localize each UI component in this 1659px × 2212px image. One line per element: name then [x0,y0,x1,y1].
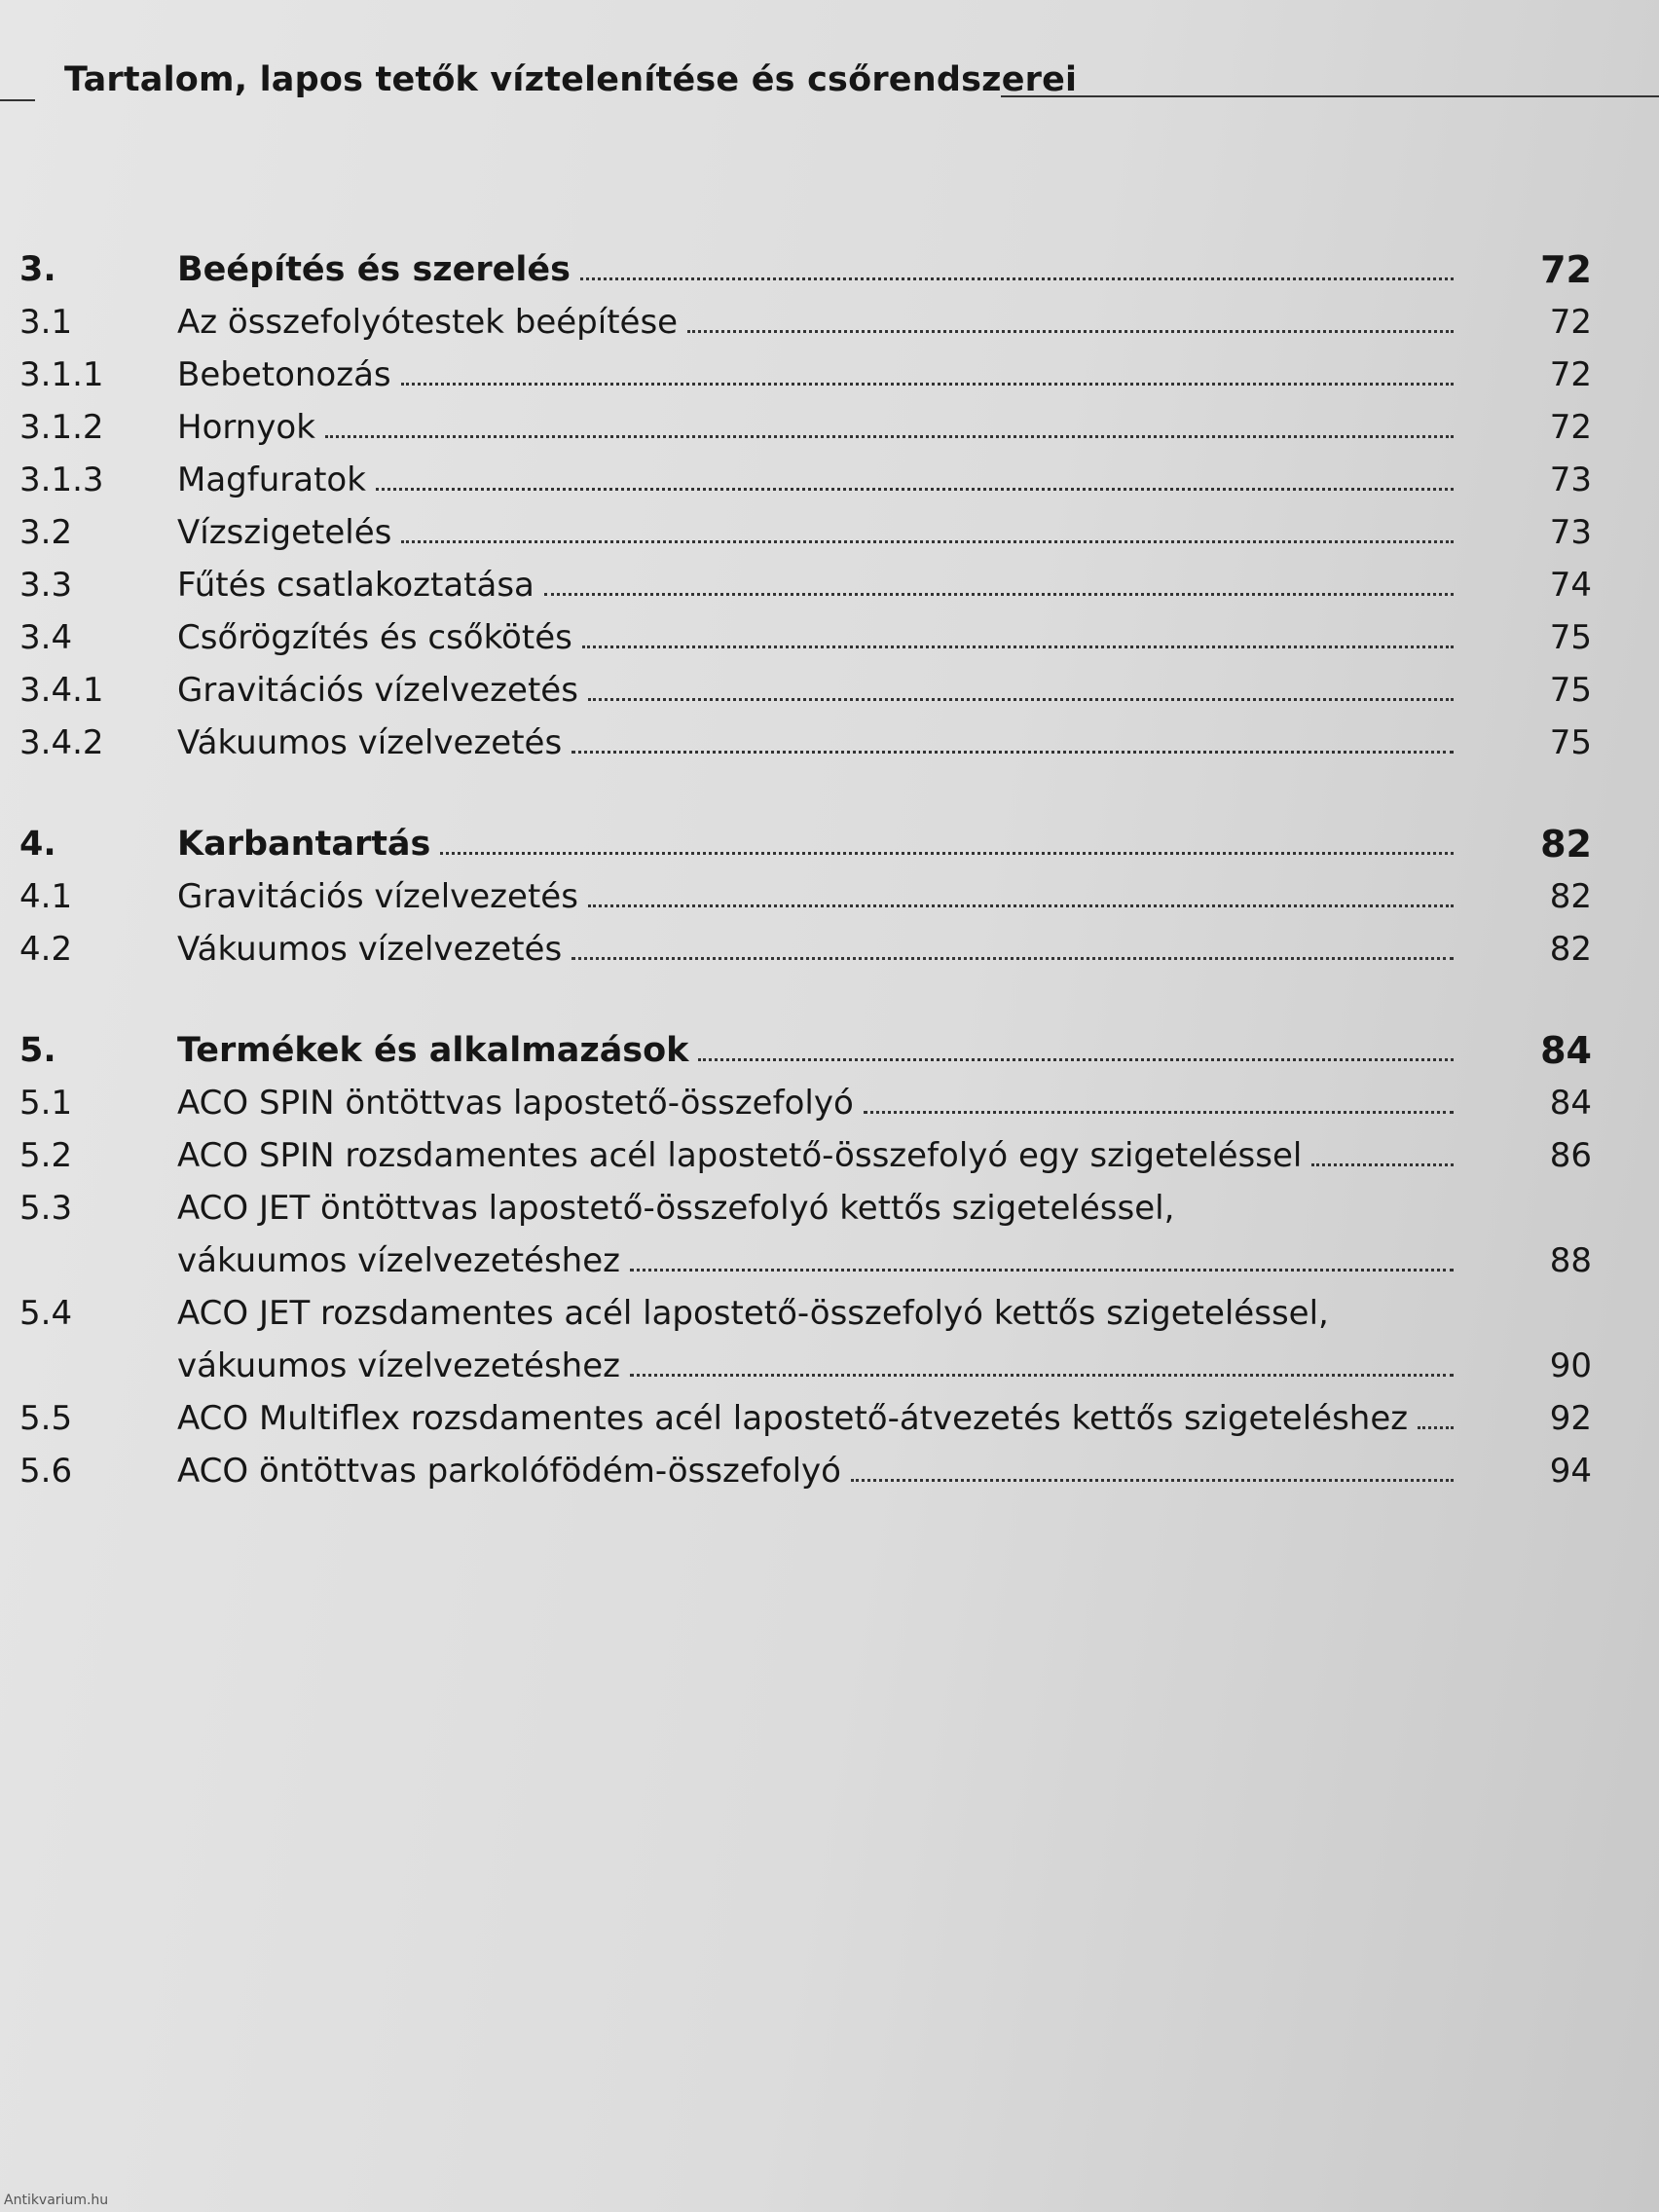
toc-page-number: 82 [1549,930,1592,969]
toc-title-line [177,1445,1457,1497]
toc-entry [177,559,1457,611]
toc-title: ACO JET öntöttvas lapostető-összefolyó kettős szigeteléssel, [177,1189,1175,1228]
toc-title-line [177,1392,1457,1445]
toc-section [19,1024,1597,1497]
toc-title-line [177,296,1457,349]
toc-entry-row [19,454,1597,506]
toc-title: ACO öntöttvas parkolófödém-összefolyó [177,1452,841,1491]
toc-title-line [177,611,1457,664]
toc-title-line2: vákuumos vízelvezetéshez [177,1346,620,1385]
dot-leader [401,383,1454,386]
toc-title: Bebetonozás [177,355,391,394]
toc-number: 5.6 [19,1452,73,1491]
toc-entry-row [19,506,1597,559]
toc-page-number: 75 [1549,618,1592,657]
toc-entry-row [19,870,1597,923]
toc-entry [177,401,1457,454]
header-lead-rule [0,99,35,101]
toc-section-row [19,818,1597,870]
toc-entry [177,243,1457,296]
dot-leader [440,852,1454,855]
toc-page-number: 72 [1549,355,1592,394]
toc-number: 3.1.1 [19,355,104,394]
toc-title: Az összefolyótestek beépítése [177,303,679,342]
toc-entry [177,1024,1457,1077]
toc-number: 3.4.1 [19,671,104,710]
toc-title: Beépítés és szerelés [177,250,571,289]
toc-title-line [177,1024,1457,1077]
dot-leader [851,1479,1454,1482]
toc-section [19,243,1597,769]
toc-page-number: 72 [1540,248,1592,291]
toc-entry [177,1287,1457,1392]
toc-page-number: 75 [1549,723,1592,762]
toc-number: 3.1 [19,303,73,342]
toc-page-number: 72 [1549,303,1592,342]
toc-entry [177,1129,1457,1182]
toc-title: Vákuumos vízelvezetés [177,723,563,762]
toc-entry [177,296,1457,349]
toc-number: 5.4 [19,1294,73,1333]
toc-number: 5. [19,1031,56,1070]
toc-number: 5.3 [19,1189,73,1228]
toc-entry-row [19,611,1597,664]
toc-title: ACO Multiflex rozsdamentes acél lapostető-átvezetés kettős szigeteléshez [177,1399,1409,1438]
toc-section-row [19,243,1597,296]
toc-page-number: 74 [1549,566,1592,605]
toc-number: 5.2 [19,1136,73,1175]
dot-leader [630,1374,1454,1377]
toc-title-line [177,559,1457,611]
toc-title-line [177,506,1457,559]
toc-title: Termékek és alkalmazások [177,1031,689,1070]
toc-entry-row [19,1129,1597,1182]
toc-number: 3.1.3 [19,461,104,499]
dot-leader [580,277,1454,280]
dot-leader [325,435,1454,438]
toc-title: Hornyok [177,408,315,447]
toc-number: 3.3 [19,566,73,605]
toc-page-number: 82 [1549,877,1592,916]
toc-entry [177,717,1457,769]
dot-leader [544,593,1454,596]
toc-page-number: 90 [1549,1346,1592,1385]
toc-page-number: 92 [1549,1399,1592,1438]
toc-page-number: 82 [1540,823,1592,866]
toc-number: 3. [19,250,56,289]
dot-leader [571,751,1454,754]
toc-page-number: 75 [1549,671,1592,710]
toc-title: Vákuumos vízelvezetés [177,930,563,969]
toc-title-line [177,401,1457,454]
toc-number: 3.4 [19,618,73,657]
toc-number: 4.1 [19,877,73,916]
toc-page-number: 84 [1549,1084,1592,1123]
page-title: Tartalom, lapos tetők víztelenítése és csőrendszerei [64,60,1078,99]
toc-number: 3.2 [19,513,73,552]
dot-leader [1418,1426,1454,1429]
toc-title-line [177,923,1457,976]
toc-page-number: 84 [1540,1029,1592,1072]
toc-number: 5.5 [19,1399,73,1438]
toc-title-line [177,664,1457,717]
dot-leader [571,957,1454,960]
toc-entry [177,1392,1457,1445]
toc-number: 5.1 [19,1084,73,1123]
toc-entry-row [19,1445,1597,1497]
toc-entry-row [19,1287,1597,1392]
watermark-label: Antikvarium.hu [4,2193,109,2208]
toc-title-line [177,349,1457,401]
toc-entry [177,349,1457,401]
dot-leader [1311,1163,1454,1166]
toc-page-number: 86 [1549,1136,1592,1175]
toc-entry [177,1445,1457,1497]
toc-title: ACO JET rozsdamentes acél lapostető-összefolyó kettős szigeteléssel, [177,1294,1329,1333]
toc-title-continued [177,1340,1457,1392]
toc-title: Vízszigetelés [177,513,392,552]
toc-title-line [177,454,1457,506]
toc-section [19,818,1597,976]
toc-entry-row [19,923,1597,976]
toc-page-number: 73 [1549,513,1592,552]
dot-leader [630,1269,1454,1272]
toc-entry-row [19,1182,1597,1287]
toc-entry [177,870,1457,923]
dot-leader [376,488,1454,491]
toc-title-line [177,1077,1457,1129]
toc-entry-row [19,1077,1597,1129]
dot-leader [698,1058,1454,1061]
toc-entry [177,818,1457,870]
dot-leader [401,540,1454,543]
toc-title: Gravitációs vízelvezetés [177,877,578,916]
toc-page-number: 88 [1549,1241,1592,1280]
toc-number: 3.1.2 [19,408,104,447]
toc-entry [177,506,1457,559]
toc-number: 3.4.2 [19,723,104,762]
toc-entry [177,454,1457,506]
toc-entry-row [19,717,1597,769]
toc-entry-row [19,664,1597,717]
toc-title: Karbantartás [177,825,431,864]
dot-leader [582,645,1454,648]
toc-title-continued [177,1235,1457,1287]
toc-title-line [177,870,1457,923]
toc-page-number: 72 [1549,408,1592,447]
toc-number: 4. [19,825,56,864]
dot-leader [687,330,1454,333]
toc-number: 4.2 [19,930,73,969]
toc-title: ACO SPIN öntöttvas lapostető-összefolyó [177,1084,854,1123]
toc-title-line [177,1129,1457,1182]
toc-entry-row [19,349,1597,401]
toc-title-line [177,243,1457,296]
toc-title: Magfuratok [177,461,366,499]
toc-title: ACO SPIN rozsdamentes acél lapostető-összefolyó egy szigeteléssel [177,1136,1303,1175]
toc-entry-row [19,401,1597,454]
toc-title-line2: vákuumos vízelvezetéshez [177,1241,620,1280]
toc-title-line [177,717,1457,769]
toc-entry-row [19,296,1597,349]
table-of-contents [19,243,1597,1546]
toc-entry [177,923,1457,976]
toc-entry-row [19,1392,1597,1445]
toc-entry [177,611,1457,664]
toc-entry-row [19,559,1597,611]
toc-title: Csőrögzítés és csőkötés [177,618,572,657]
page-header [0,60,1659,109]
dot-leader [588,904,1454,907]
toc-page-number: 73 [1549,461,1592,499]
dot-leader [588,698,1454,701]
dot-leader [864,1111,1454,1114]
toc-title: Gravitációs vízelvezetés [177,671,578,710]
toc-entry [177,664,1457,717]
toc-section-row [19,1024,1597,1077]
toc-entry [177,1077,1457,1129]
toc-title-line [177,818,1457,870]
toc-entry [177,1182,1457,1287]
toc-title: Fűtés csatlakoztatása [177,566,535,605]
toc-page-number: 94 [1549,1452,1592,1491]
header-rule [1001,95,1659,97]
